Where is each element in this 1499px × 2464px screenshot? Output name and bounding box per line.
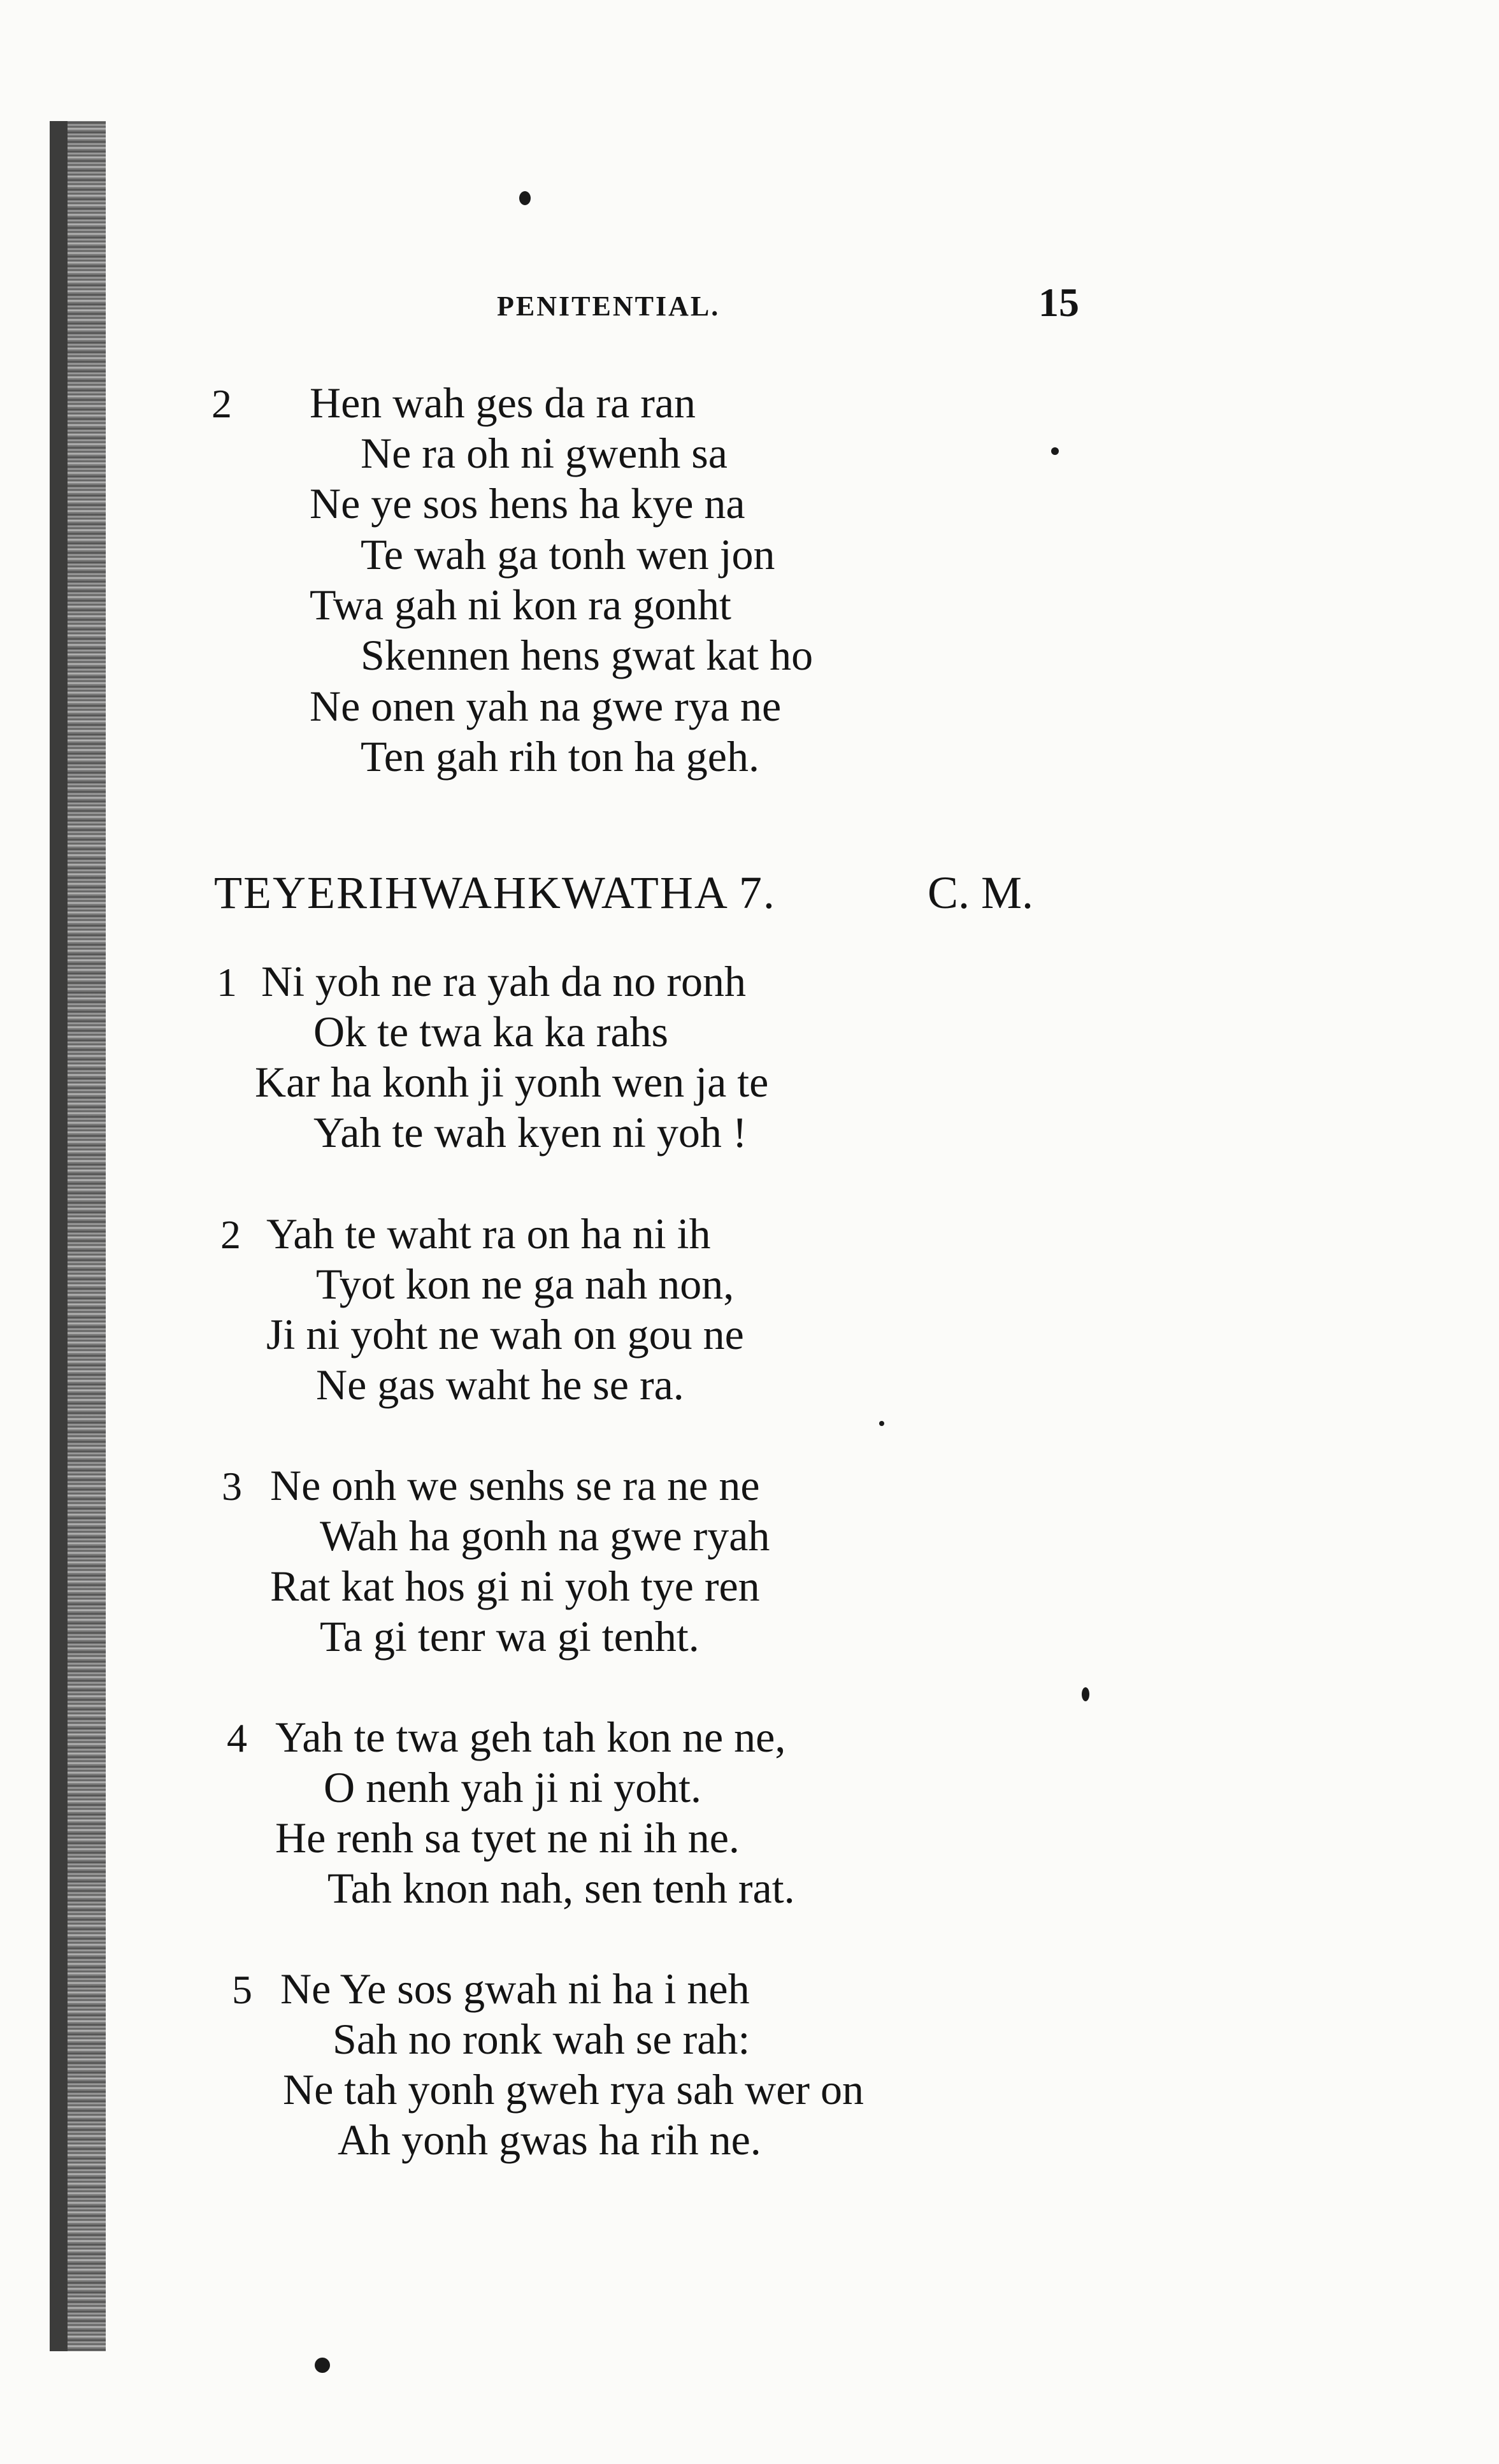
verse-line: Ah yonh gwas ha rih ne.	[338, 2115, 761, 2164]
verse-line: Twa gah ni kon ra gonht	[310, 580, 731, 629]
binding-edge	[50, 121, 106, 2351]
verse-line: Tyot kon ne ga nah non,	[316, 1260, 735, 1308]
ink-speck	[1082, 1687, 1089, 1701]
verse-line: Ne tah yonh gweh rya sah wer on	[283, 2065, 864, 2114]
verse-number: 5	[232, 1967, 252, 2012]
verse-line: Yah te twa geh tah kon ne ne,	[275, 1713, 786, 1761]
ink-speck	[879, 1421, 884, 1426]
verse-line: Ne onh we senhs se ra ne ne	[270, 1461, 760, 1509]
verse-number: 2	[220, 1212, 241, 1257]
verse-line: Yah te waht ra on ha ni ih	[266, 1209, 711, 1258]
verse-line: He renh sa tyet ne ni ih ne.	[275, 1813, 740, 1862]
verse-line: Ne onen yah na gwe rya ne	[310, 682, 782, 730]
verse-number: 1	[217, 960, 237, 1005]
verse-line: Ji ni yoht ne wah on gou ne	[266, 1310, 744, 1358]
verse-line: Ne Ye sos gwah ni ha i neh	[280, 1964, 750, 2013]
ink-speck	[315, 2358, 330, 2373]
verse-line: Te wah ga tonh wen jon	[361, 530, 775, 579]
hymn-meter: C. M.	[928, 867, 1034, 918]
verse-number: 3	[222, 1464, 242, 1509]
verse-line: Ne ye sos hens ha kye na	[310, 479, 745, 528]
verse-line: Ne ra oh ni gwenh sa	[361, 429, 728, 477]
verse-number: 2	[212, 381, 232, 426]
verse-line: Yah te wah kyen ni yoh !	[313, 1108, 747, 1156]
verse-line: Kar ha konh ji yonh wen ja te	[255, 1058, 769, 1106]
verse-line: Sah no ronk wah se rah:	[333, 2015, 750, 2063]
verse-line: Ne gas waht he se ra.	[316, 1360, 684, 1409]
page-number: 15	[1038, 280, 1079, 325]
verse-line: Ok te twa ka ka rahs	[313, 1007, 669, 1056]
verse-line: Rat kat hos gi ni yoh tye ren	[270, 1562, 760, 1610]
verse-line: Skennen hens gwat kat ho	[361, 631, 814, 679]
verse-line: Ten gah rih ton ha geh.	[361, 732, 759, 781]
verse-line: Ta gi tenr wa gi tenht.	[320, 1612, 699, 1661]
verse-line: Tah knon nah, sen tenh rat.	[327, 1864, 795, 1912]
verse-line: O nenh yah ji ni yoht.	[324, 1763, 702, 1812]
verse-line: Ni yoh ne ra yah da no ronh	[261, 957, 747, 1005]
running-head: PENITENTIAL.	[497, 291, 721, 322]
verse-number: 4	[227, 1715, 247, 1761]
verse-line: Wah ha gonh na gwe ryah	[320, 1511, 770, 1560]
hymn-title: TEYERIHWAHKWATHA 7.	[214, 867, 776, 918]
ink-speck	[1051, 447, 1059, 455]
ink-speck	[519, 191, 531, 205]
verse-line: Hen wah ges da ra ran	[310, 378, 696, 427]
